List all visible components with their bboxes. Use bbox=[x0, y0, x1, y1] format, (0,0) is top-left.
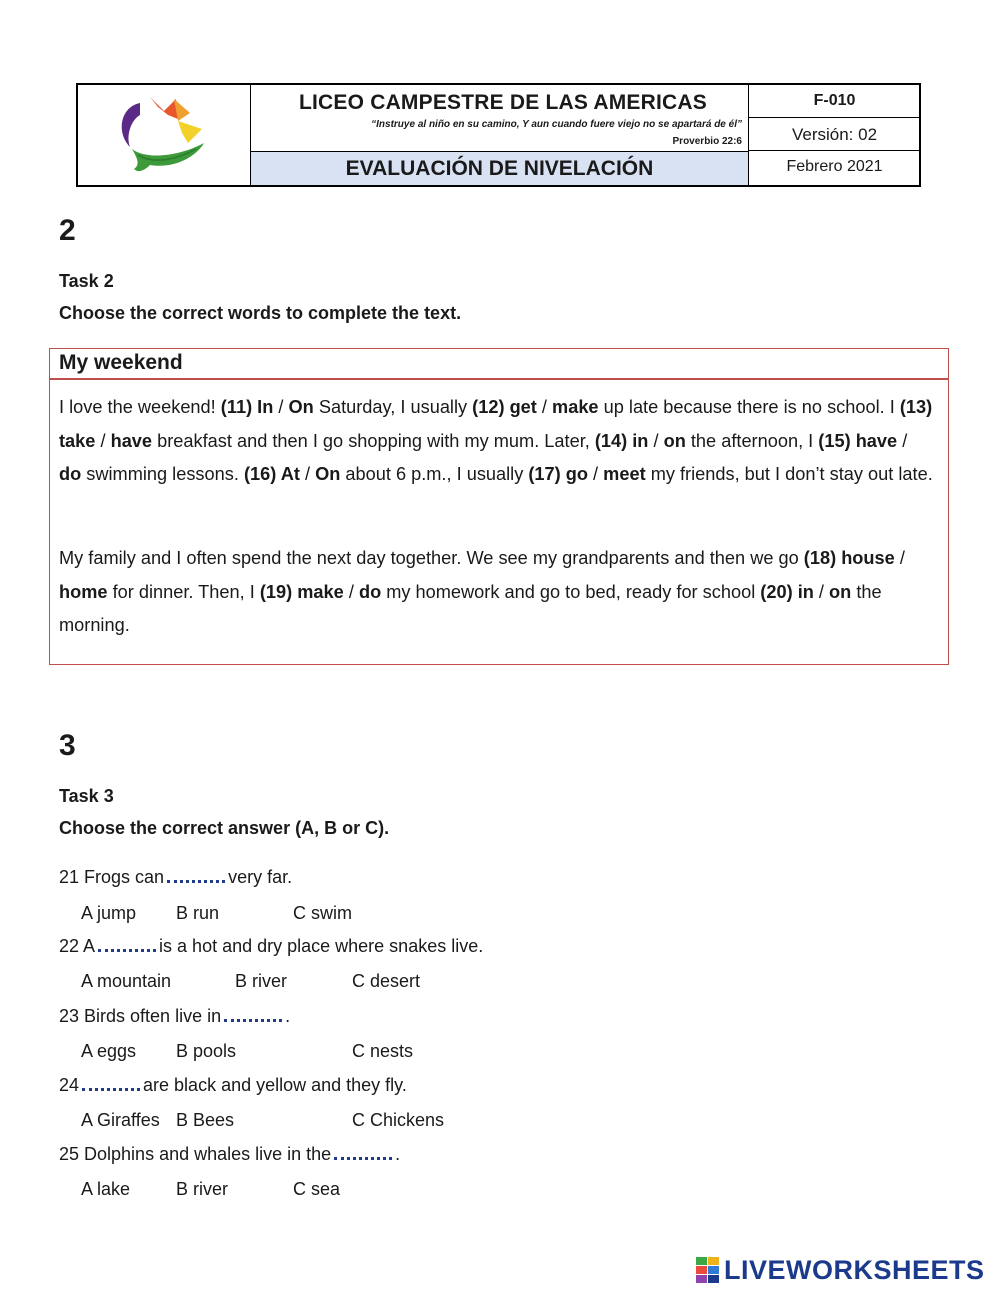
option-c: C swim bbox=[293, 903, 352, 923]
paragraph-2: My family and I often spend the next day together. We see my grandparents and then we go (18) house / home for dinner. Then, I (19) make / do my homework and go to bed, ready for school (20) in / on the morning. bbox=[59, 548, 905, 636]
question-21: 21 Frogs can very far. bbox=[59, 867, 293, 887]
task-3-instruction: Choose the correct answer (A, B or C). bbox=[59, 818, 390, 838]
option-c: C nests bbox=[352, 1041, 414, 1061]
option-a: A lake bbox=[81, 1179, 131, 1199]
document-date: Febrero 2021 bbox=[786, 158, 883, 175]
text-box bbox=[49, 348, 949, 665]
question-24: 24 are black and yellow and they fly. bbox=[59, 1075, 407, 1095]
task-2-label: Task 2 bbox=[59, 271, 114, 291]
section-number-2: 2 bbox=[59, 214, 76, 247]
header-middle bbox=[251, 85, 748, 185]
header-right bbox=[748, 85, 920, 185]
school-name: LICEO CAMPESTRE DE LAS AMERICAS bbox=[299, 91, 707, 114]
option-a: A jump bbox=[81, 903, 137, 923]
answer-blank[interactable] bbox=[167, 866, 225, 883]
header-table bbox=[76, 83, 921, 187]
school-motto: “Instruye al niño en su camino, Y aun cuando fuere viejo no se apartará de él” bbox=[371, 119, 742, 130]
option-a: A eggs bbox=[81, 1041, 137, 1061]
option-c: C sea bbox=[293, 1179, 341, 1199]
paragraph-1: I love the weekend! (11) In / On Saturday, I usually (12) get / make up late because there is no school. I (13) take / have breakfast and then I go shopping with my mum. Later, (14) in / on the afternoon, I (15) have / do swimming lessons. (16) At / On about 6 p.m., I usually (17) go / meet my friends, but I don’t stay out late. bbox=[59, 397, 933, 485]
option-c: C desert bbox=[352, 971, 421, 991]
question-22: 22 A is a hot and dry place where snakes live. bbox=[59, 936, 484, 956]
option-a: A Giraffes bbox=[81, 1110, 160, 1130]
question-23: 23 Birds often live in . bbox=[59, 1006, 291, 1026]
motto-reference: Proverbio 22:6 bbox=[672, 136, 742, 147]
document-code: F-010 bbox=[749, 85, 920, 118]
liveworksheets-blocks-icon bbox=[696, 1257, 720, 1285]
liveworksheets-logo bbox=[696, 1255, 992, 1285]
dove-logo-icon bbox=[78, 85, 250, 185]
evaluation-title: EVALUACIÓN DE NIVELACIÓN bbox=[345, 157, 654, 180]
option-a: A mountain bbox=[81, 971, 172, 991]
answer-blank[interactable] bbox=[82, 1074, 140, 1091]
answer-blank[interactable] bbox=[98, 935, 156, 952]
text-box-header bbox=[50, 349, 948, 380]
answer-blank[interactable] bbox=[334, 1143, 392, 1160]
question-25: 25 Dolphins and whales live in the . bbox=[59, 1144, 401, 1164]
option-c: C Chickens bbox=[352, 1110, 445, 1130]
option-b: B river bbox=[235, 971, 288, 991]
option-b: B Bees bbox=[176, 1110, 235, 1130]
brand-name: LIVEWORKSHEETS bbox=[724, 1255, 985, 1285]
school-logo bbox=[78, 85, 251, 185]
document-version: Versión: 02 bbox=[749, 118, 920, 151]
option-b: B pools bbox=[176, 1041, 237, 1061]
task-3-label: Task 3 bbox=[59, 786, 114, 806]
option-b: B run bbox=[176, 903, 220, 923]
section-number-3: 3 bbox=[59, 729, 76, 762]
title-bar bbox=[251, 151, 748, 185]
option-b: B river bbox=[176, 1179, 229, 1199]
answer-blank[interactable] bbox=[224, 1005, 282, 1022]
task-2-instruction: Choose the correct words to complete the text. bbox=[59, 303, 462, 323]
text-box-title: My weekend bbox=[59, 351, 183, 374]
